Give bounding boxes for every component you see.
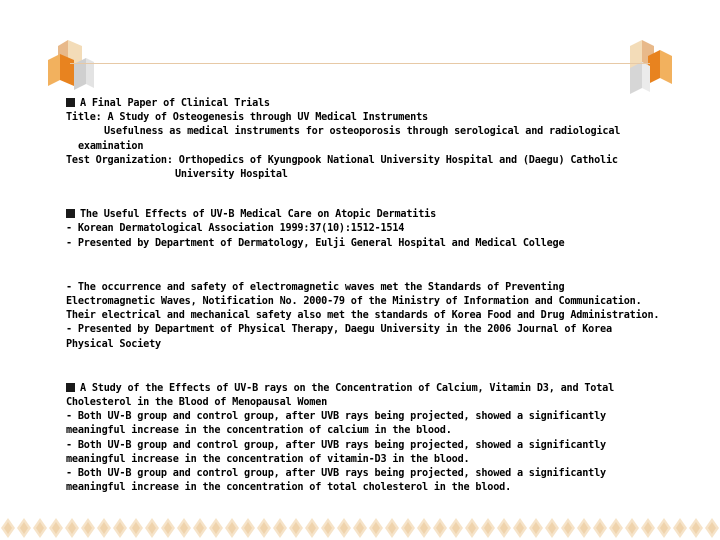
dermatitis-citation: - Korean Dermatological Association 1999:37(10):1512-1514 bbox=[66, 223, 405, 235]
safety-line-3: Their electrical and mechanical safety also met the standards of Korea Food and Drug Administration. bbox=[66, 310, 660, 322]
section-atopic-dermatitis bbox=[66, 208, 666, 251]
square-bullet-icon bbox=[66, 98, 75, 107]
decorative-diamond-band bbox=[0, 516, 720, 540]
section-heading: A Study of the Effects of UV-B rays on the Concentration of Calcium, Vitamin D3, and Total bbox=[66, 382, 666, 396]
menopausal-line-4: - Both UV-B group and control group, after UVB rays being projected, showed a significantly bbox=[66, 439, 606, 451]
safety-line-1: - The occurrence and safety of electromagnetic waves met the Standards of Preventing bbox=[66, 281, 565, 293]
menopausal-line-2: - Both UV-B group and control group, after UVB rays being projected, showed a significantly bbox=[66, 411, 606, 423]
trial-organization-line-2: University Hospital bbox=[175, 169, 288, 181]
menopausal-line-1: Cholesterol in the Blood of Menopausal Women bbox=[66, 397, 328, 409]
menopausal-line-3: meaningful increase in the concentration of calcium in the blood. bbox=[66, 425, 452, 437]
section-heading: The Useful Effects of UV-B Medical Care on Atopic Dermatitis bbox=[66, 208, 666, 222]
header-divider-line bbox=[70, 63, 650, 64]
section-menopausal-study bbox=[66, 382, 666, 496]
trial-title: Title: A Study of Osteogenesis through UV Medical Instruments bbox=[66, 112, 428, 124]
safety-line-2: Electromagnetic Waves, Notification No. 2000-79 of the Ministry of Information and Communication. bbox=[66, 296, 642, 308]
menopausal-line-7: meaningful increase in the concentration of total cholesterol in the blood. bbox=[66, 482, 512, 494]
document-body bbox=[66, 97, 666, 495]
decorative-diamond-cluster-left bbox=[44, 38, 96, 94]
trial-usefulness-line-2: examination bbox=[78, 140, 144, 152]
trial-usefulness-line-1: Usefulness as medical instruments for osteoporosis through serological and radiological bbox=[104, 126, 621, 138]
section-heading: A Final Paper of Clinical Trials bbox=[66, 97, 666, 111]
decorative-diamond-cluster-right bbox=[622, 38, 674, 94]
menopausal-line-6: - Both UV-B group and control group, after UVB rays being projected, showed a significantly bbox=[66, 468, 606, 480]
menopausal-line-5: meaningful increase in the concentration of vitamin-D3 in the blood. bbox=[66, 453, 470, 465]
safety-line-5: Physical Society bbox=[66, 338, 161, 350]
square-bullet-icon bbox=[66, 383, 75, 392]
dermatitis-presenter: - Presented by Department of Dermatology, Eulji General Hospital and Medical College bbox=[66, 237, 565, 249]
safety-line-4: - Presented by Department of Physical Therapy, Daegu University in the 2006 Journal of Korea bbox=[66, 324, 612, 336]
square-bullet-icon bbox=[66, 209, 75, 218]
section-clinical-trials bbox=[66, 97, 666, 182]
section-electromagnetic-safety bbox=[66, 281, 666, 352]
trial-organization-line-1: Test Organization: Orthopedics of Kyungpook National University Hospital and (Daegu) Catholic bbox=[66, 154, 618, 166]
